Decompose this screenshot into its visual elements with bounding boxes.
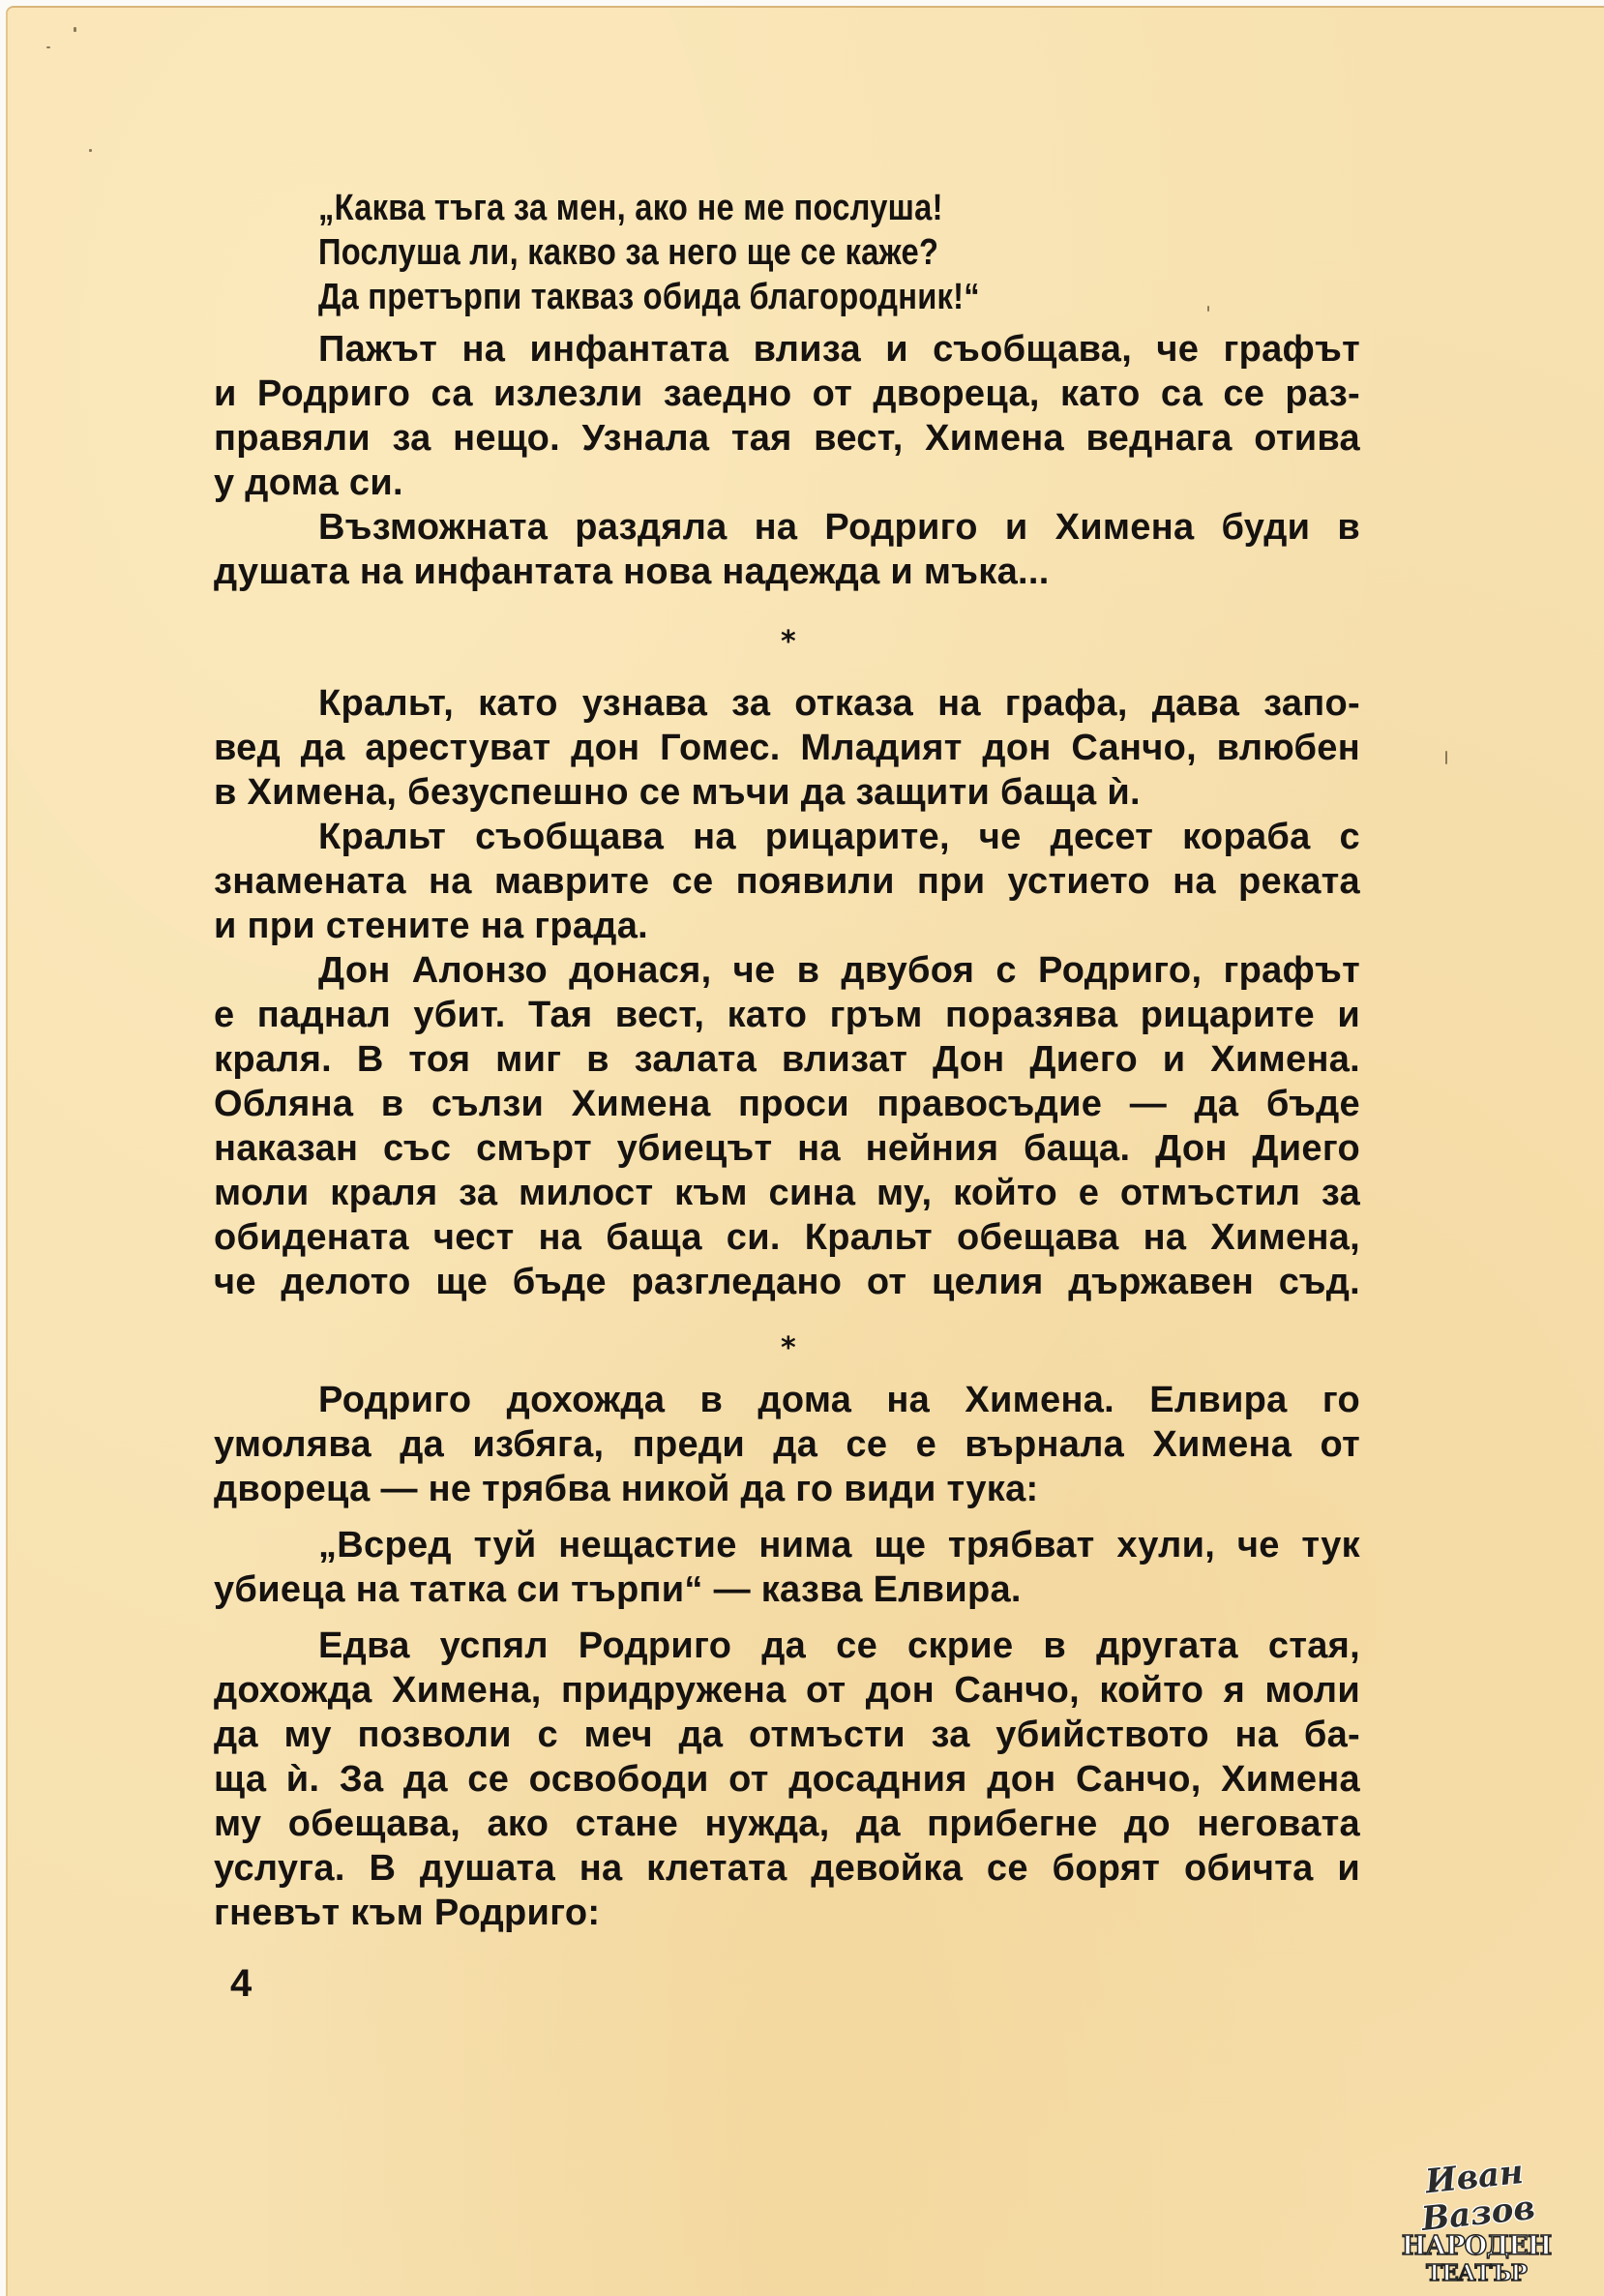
- paragraph-line: в Химена, безуспешно се мъчи да защити баща ѝ.: [214, 772, 1141, 813]
- paragraph-line: умолява да избяга, преди да се е върнала Химена от: [214, 1424, 1360, 1465]
- paper-speck: [74, 27, 76, 32]
- paragraph-line: да му позволи с меч да отмъсти за убийството на ба-: [214, 1715, 1360, 1755]
- page-number: 4: [230, 1962, 252, 2005]
- paragraph-line: обидената чест на баща си. Кральт обещава на Химена,: [214, 1217, 1360, 1258]
- paper-speck: [46, 46, 50, 48]
- paragraph-line: знамената на маврите се появили при устието на реката: [214, 861, 1360, 902]
- paragraph-line: правяли за нещо. Узнала тая вест, Химена веднага отива: [214, 418, 1360, 459]
- paragraph-line: Дон Алонзо донася, че в двубоя с Родриго, графът: [318, 950, 1360, 991]
- paper-speck: [1445, 751, 1447, 764]
- paragraph-line: у дома си.: [214, 462, 403, 503]
- paragraph-line: дохожда Химена, придружена от дон Санчо, който я моли: [214, 1670, 1360, 1711]
- verse-line: „Каква тъга за мен, ако не ме послуша!: [318, 188, 943, 228]
- paper-speck: [89, 149, 92, 152]
- paragraph-line: наказан със смърт убиецът на нейния баща. Дон Диего: [214, 1128, 1360, 1169]
- national-theatre-logo: [1384, 2152, 1568, 2286]
- paragraph-line: двореца — не трябва никой да го види тука:: [214, 1469, 1039, 1509]
- paragraph-line: услуга. В душата на клетата девойка се борят обичта и: [214, 1848, 1360, 1889]
- logo-script-text: Иван Вазов: [1419, 2152, 1537, 2239]
- paragraph-line: ща ѝ. За да се освободи от досадния дон Санчо, Химена: [214, 1759, 1360, 1800]
- paragraph-line: Кральт съобщава на рицарите, че десет кораба с: [318, 817, 1360, 857]
- paragraph-line: че делото ще бъде разгледано от целия държавен съд.: [214, 1262, 1360, 1302]
- paragraph-line: душата на инфантата нова надежда и мъка...: [214, 552, 1050, 592]
- section-separator: *: [781, 1331, 796, 1365]
- verse-line: Послуша ли, какво за него ще се каже?: [318, 232, 939, 273]
- paragraph-line: е паднал убит. Тая вест, като гръм поразява рицарите и: [214, 995, 1360, 1035]
- paragraph-line: Кральт, като узнава за отказа на графа, дава запо-: [318, 683, 1360, 724]
- paragraph-line: Възможната раздяла на Родриго и Химена буди в: [318, 507, 1360, 548]
- document-page: [6, 6, 1604, 2296]
- section-separator: *: [781, 625, 796, 659]
- paragraph-line: Родриго дохожда в дома на Химена. Елвира го: [318, 1380, 1360, 1420]
- paragraph-line: вед да арестуват дон Гомес. Младият дон Санчо, влюбен: [214, 728, 1360, 768]
- logo-subtitle-line: ТЕАТЪР: [1426, 2260, 1527, 2286]
- quote-line: убиеца на татка си търпи“ — казва Елвира.: [214, 1569, 1022, 1610]
- logo-title-line: НАРОДЕН: [1401, 2231, 1552, 2261]
- paragraph-line: и Родриго са излезли заедно от двореца, като са се раз-: [214, 373, 1360, 414]
- paragraph-line: моли краля за милост към сина му, който е отмъстил за: [214, 1173, 1360, 1213]
- paragraph-line: и при стените на града.: [214, 906, 649, 946]
- paragraph-line: Обляна в сълзи Химена проси правосъдие — да бъде: [214, 1084, 1360, 1124]
- paragraph-line: Пажът на инфантата влиза и съобщава, че графът: [318, 329, 1360, 370]
- paragraph-line: гневът към Родриго:: [214, 1893, 601, 1933]
- paragraph-line: краля. В тоя миг в залата влизат Дон Диего и Химена.: [214, 1039, 1360, 1080]
- verse-line: Да претърпи такваз обида благородник!“: [318, 277, 980, 317]
- paper-speck: [1207, 306, 1209, 312]
- paragraph-line: му обещава, ако стане нужда, да прибегне до неговата: [214, 1804, 1360, 1844]
- quote-line: „Всред туй нещастие нима ще трябват хули, че тук: [318, 1525, 1360, 1565]
- paragraph-line: Едва успял Родриго да се скрие в другата стая,: [318, 1625, 1360, 1666]
